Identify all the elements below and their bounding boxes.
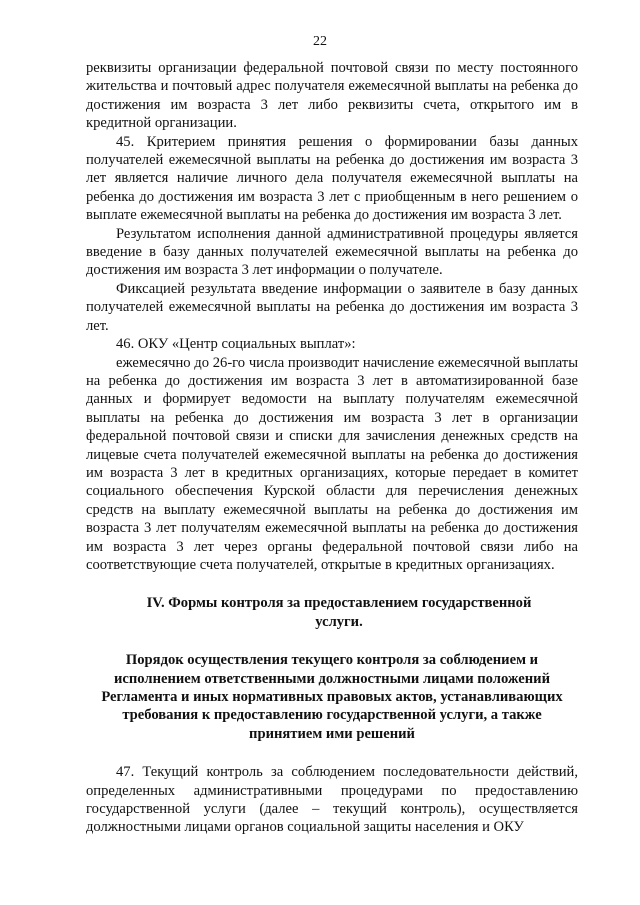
paragraph-46: 46. ОКУ «Центр социальных выплат»: xyxy=(116,336,356,353)
paragraph-result: Результатом исполнения данной административной процедуры является введение в базу данных получателей ежемесячной выплаты на ребенка до достижения им возраста 3 лет информации о получателе. xyxy=(86,225,578,279)
subsection-heading: Порядок осуществления текущего контроля за соблюдением и исполнением ответственными должностными лицами положений Регламента и иных нормативных правовых актов, устанавливающих требования к предоставлению государственной услуги, а также принятием ими решений xyxy=(101,652,563,742)
paragraph-47: 47. Текущий контроль за соблюдением последовательности действий, определенных административными процедурами по предоставлению государственной услуги (далее – текущий контроль), осуществляется должностными лицами органов социальной защиты населения и ОКУ xyxy=(86,764,578,836)
section-heading: IV. Формы контроля за предоставлением государственной услуги. xyxy=(146,595,532,630)
document-body xyxy=(86,59,578,837)
paragraph-monthly: ежемесячно до 26-го числа производит начисление ежемесячной выплаты на ребенка до достижения им возраста 3 лет в автоматизированной базе данных и формирует ведомости на выплату получателям ежемесячной выплаты на ребенка до достижения им возраста 3 лет в организации федеральной почтовой связи и списки для зачисления денежных средств на лицевые счета получателей ежемесячной выплаты на ребенка до достижения им возраста 3 лет в кредитных организациях, которые передает в комитет социального обеспечения Курской области для перечисления денежных средств на выплату ежемесячной выплаты на ребенка до достижения им возраста 3 лет получателям ежемесячной выплаты на ребенка до достижения им возраста 3 лет через органы федеральной почтовой связи либо на соответствующие счета получателей, открытые в кредитных организациях. xyxy=(86,354,578,573)
paragraph-fixation: Фиксацией результата введение информации о заявителе в базу данных получателей ежемесячной выплаты на ребенка до достижения им возраста 3 лет. xyxy=(86,280,578,334)
paragraph-requisites: реквизиты организации федеральной почтовой связи по месту постоянного жительства и почтовый адрес получателя ежемесячной выплаты на ребенка до достижения им возраста 3 лет либо реквизиты счета, открытого им в кредитной организации. xyxy=(86,60,578,132)
page-number: 22 xyxy=(313,34,327,49)
paragraph-45: 45. Критерием принятия решения о формировании базы данных получателей ежемесячной выплаты на ребенка до достижения им возраста 3 лет является наличие личного дела получателя ежемесячной выплаты на ребенка до достижения им возраста 3 лет с приобщенным в него решением о выплате ежемесячной выплаты на ребенка до достижения им возраста 3 лет. xyxy=(86,133,578,224)
